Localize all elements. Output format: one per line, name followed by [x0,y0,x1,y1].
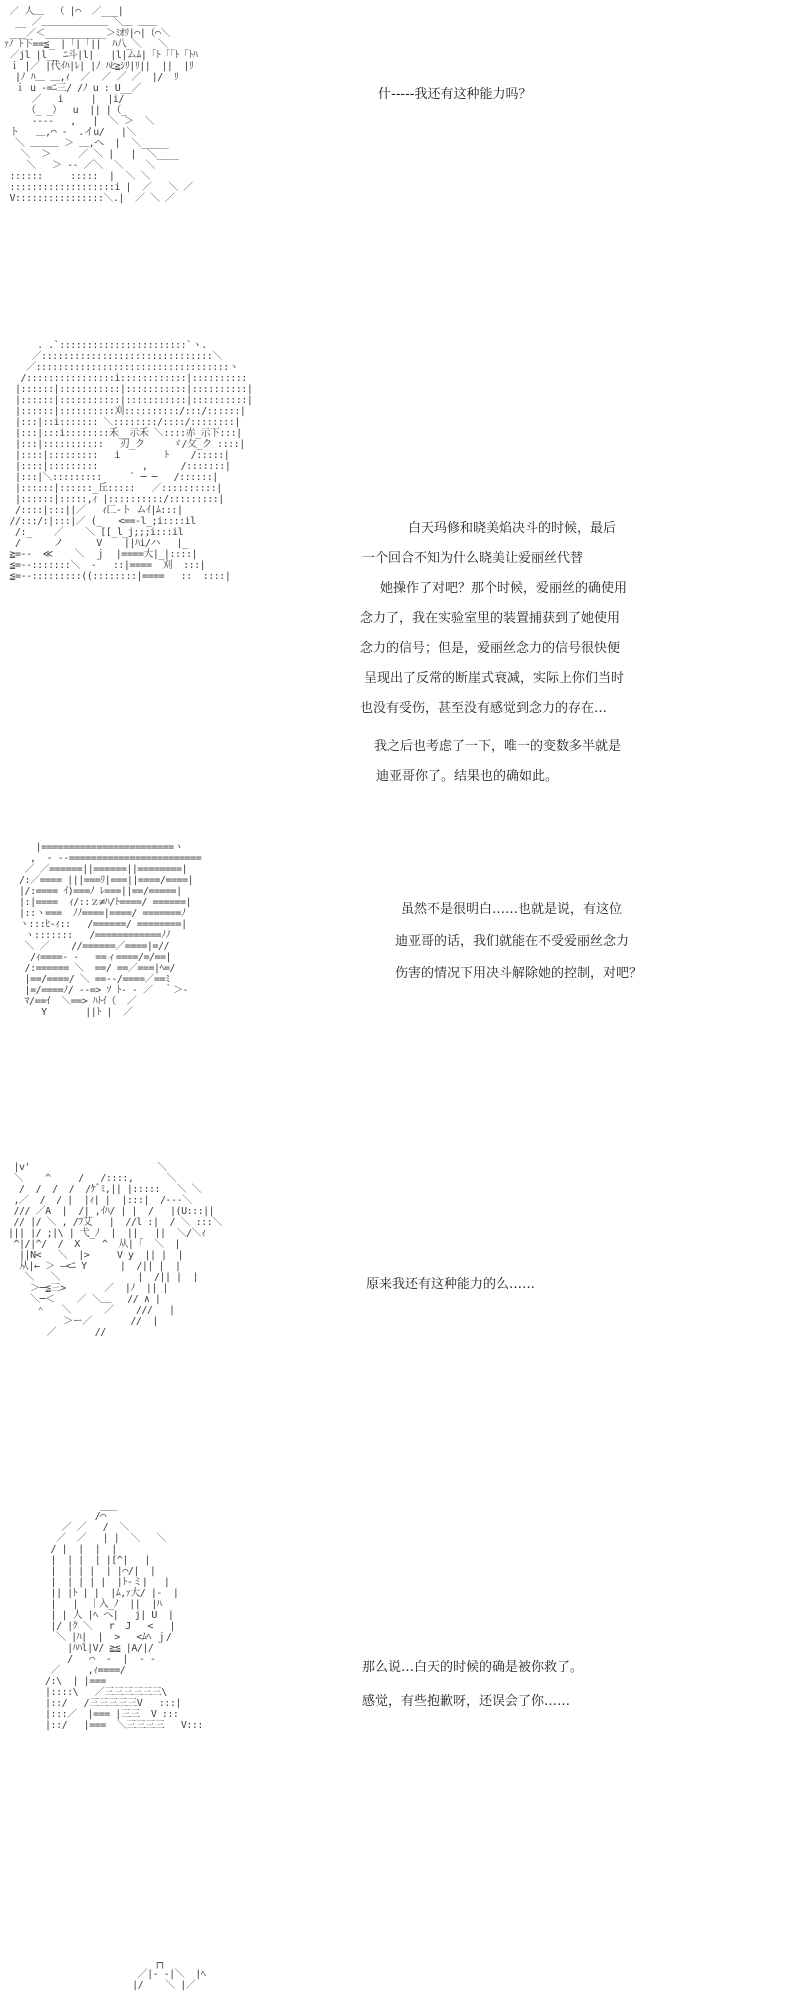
dialog-text [378,84,531,106]
dialog-line: 也没有受伤，甚至没有感觉到念力的存在… [360,701,608,716]
panel-3 [0,842,800,1122]
dialog-line: 我之后也考虑了一下，唯一的变数多半就是 [374,739,622,754]
dialog-line: 她操作了对吧？那个时候，爱丽丝的确使用 [380,581,628,596]
panel-2 [0,340,800,810]
dialog-line: 原来我还有这种能力的么…… [366,1277,536,1292]
dialog-line: 呈现出了反常的断崖式衰减，实际上你们当时 [364,671,625,686]
dialog-line: 那么说…白天的时候的确是被你救了。 [362,1660,584,1675]
aa-art-figure: |========================ヽ , ‐ ‐‐======================== ／ ／======||======||========| /:／==== |||===ﾘ|===||====/====| |/:==== ｲ)===ﾉ ﾚ===||==/=====| |:|==== ｨ/::ｚ≠ﾊ/ﾄ====/ ======| |::ヽ=== ﾉﾉ====|====/ =======ﾉ ヽ:::ﾋ‐ｨ:: /======/ ========| ヽ::::::: /============ﾉﾉ ＼ ／ //======／====|=// /ｨ====- ‐ ==ィ====/=/==| /:====== ＼ ==/ ==／===|ﾍ=/ |==/====/ ＼ ==‐‐/====／==ﾐ |=/====ﾉ/ ‐‐=> ｿ ﾄ‐ ‐ ／ ｀＞- ﾏ/==ｲ ＼==> ﾊﾄｲ（ ／ Y ||ﾄ | ／ [19,842,202,1018]
dialog-text [362,1655,583,1715]
aa-art-figure: ┌┐ ／|‐ ‐|＼ |ﾍ |/ ＼ |／ [132,1958,206,1991]
dialog-line: 白天玛修和晓美焰决斗的时候，最后 [408,521,617,536]
dialog-line: 什‐‐‐‐‐我还有这种能力吗？ [378,87,532,102]
dialog-line [360,724,627,732]
dialog-line [362,1681,583,1689]
dialog-text [395,894,642,990]
aa-art-figure: ／ 人＿ （ |⌒ ／___| __ ／＿＿＿＿＿＿＿ ＼＿ ＿＿ ___／＜___________＞ﾐｵﾘ|⌒|（⌒＼ ｧﾉ ﾄ下==≦_ |「|「|| ﾊ八_＼ ＼ ／jl |l__ ﾆ斗|l| |l|ムﾑ|「ﾄ「「ﾄ「ﾄﾊ ｉ |／ |代ｲﾊ|ﾚ| |ﾉ ﾊﾋ≧ｼﾘ|ﾘ|| || |ﾘ |ﾉ ﾊ＿ ＿,ｨ ／ ／ ／ ／ |/ ﾘ ｉ u -=ﾆ三/ /ﾉ u : U__／ ／ i | |i/ （_ _） u || |（_ ‐‐‐‐ , | ＼ ＞ ＼ ト ＿,⌒ ‐ .イu/ |＼ ＼ ＿＿＿ ＞ ＿,へ | ＼_____ ＼ ＞ ／ ＼ | | ＼____ ＼ ＞ ‐‐ ／＼ ＼ ＼ :::::: ::::: | ＼ ＼ :::::::::::::::::::i | ／ ＼ ／ V::::::::::::::::＼.| ／ ＼ ／ [4,6,198,204]
dialog-line: 虽然不是很明白……也就是说，有这位 [401,902,623,917]
panel-5 [0,1500,800,1860]
dialog-text [360,514,627,792]
panel-6 [0,1958,800,2000]
aa-art-figure: . .`:::::::::::::::::::::::`ヽ. ／:::::::::::::::::::::::::::::::＼ ／:::::::::::::::::::::::::::::::::::ヽ /::::::::::::::::i::::::::::::|:::::::::: |::::::|:::::::::::|:::::::::::|::::::::::| |::::::|:::::::::::|:::::::::::|::::::::::| |::::::|::::::::::刈::::::::::/:::/::::::| |:::|::i::::::: ＼::::::::/::::/::::::::| |:::|:::i::::::::禾__示禾 ＼::::赤_示下:::| |:::|::::::::::: 刃_ク ゞ/攵_ク ::::| |::::|::::::::: i ﾄ /:::::| |::::|::::::::: , /:::::::| |:::|＼::::::::: ` ─ ─ /::::::| |::::::|::::::_丘::::: ／::::::::::| |::::::|:::::,ｨ |::::::::::/:::::::::| /::::|:::||／ ｨ匚‐ト ムｲ|ﾑ:::| //:::/:|:::|／ (_ <==‐l_;i::::il /:_ ／ ＼ [[_l_j;;;i:::il / ノ V ||ﾊi/ハ |_ ≧=‐‐ ≪ ＼ ｊ |====大|_|::::| ≦=‐‐:::::::＼ ‐ ::|==== 刈 :::| ≦=‐‐:::::::::((::::::::|==== :: ::::| [9,340,253,582]
panel-1 [0,0,800,310]
aa-art-figure: |v' ＼ ＼ ^ / /::::, ＼ / / / / /ｹﾞﾐ,|| |::::: ＼ ＼ ,／ / / | |ｨ| | |:::| /-‐-＼ /// ／A | /| ,ｲﾊ/ | | / |(U:::|| // |/ ＼ , /ﾌ艾 | //l :| / ＼ :::＼ ||| |/ ;|\ | 弋_ﾉ | || || ＼/＼ｨ ^|/|^/ / X ^ 从|「 ＼ | ||N< ＼ |> V y || | | 从|← ＞ ―<ﾆ Y | /|| | | ＼ ＼ | /|| | | ＞─≦三> ／ |ﾉ || | ＼─＜ ／ ＼＿ // ∧ | ＾ ＼ ／ /// | ＞ー／ // | ／ // [8,1162,222,1338]
dialog-text [366,1274,535,1296]
dialog-line: 念力的信号；但是，爱丽丝念力的信号很快便 [360,641,621,656]
dialog-line: 一个回合不知为什么晓美让爱丽丝代替 [362,551,584,566]
aa-art-figure: ___ /⌒ ／ ／ / ＼ ／ ／ | | ＼ ＼ / | | | | | | | | |[^| | | | | | | |⌒/| | | | | | | |ﾄ‐ミ| | || |ﾄ | | |ﾑ,ｧ大/ |‐ | | | ｜入_ﾉ || |ﾊ | | 人 |ﾍ へ| j| U | |/ |ｸ ＼ r J < | ＼ |ﾊ| | > <ﾑﾍ ｊ/ |ﾊﾊl|V/ ≧≦ |A/|/ / ⌒ ‐ | ‐ ‐ ／ ,ｨ====/ /:\ | |=== |::::\ ／三三三三三三\ |::/ /三三三三三V :::| |:::／ |=== |三三 V ::: |::/ |=== ＼三三三三 V::: [45,1500,203,1731]
dialog-line: 迪亚哥的话，我们就能在不受爱丽丝念力 [395,934,630,949]
dialog-line: 感觉，有些抱歉呀，还误会了你…… [362,1694,571,1709]
panel-4 [0,1162,800,1482]
dialog-line: 伤害的情况下用决斗解除她的控制，对吧？ [395,966,643,981]
dialog-line: 迪亚哥你了。结果也的确如此。 [376,769,559,784]
dialog-line: 念力了，我在实验室里的装置捕获到了她使用 [360,611,621,626]
